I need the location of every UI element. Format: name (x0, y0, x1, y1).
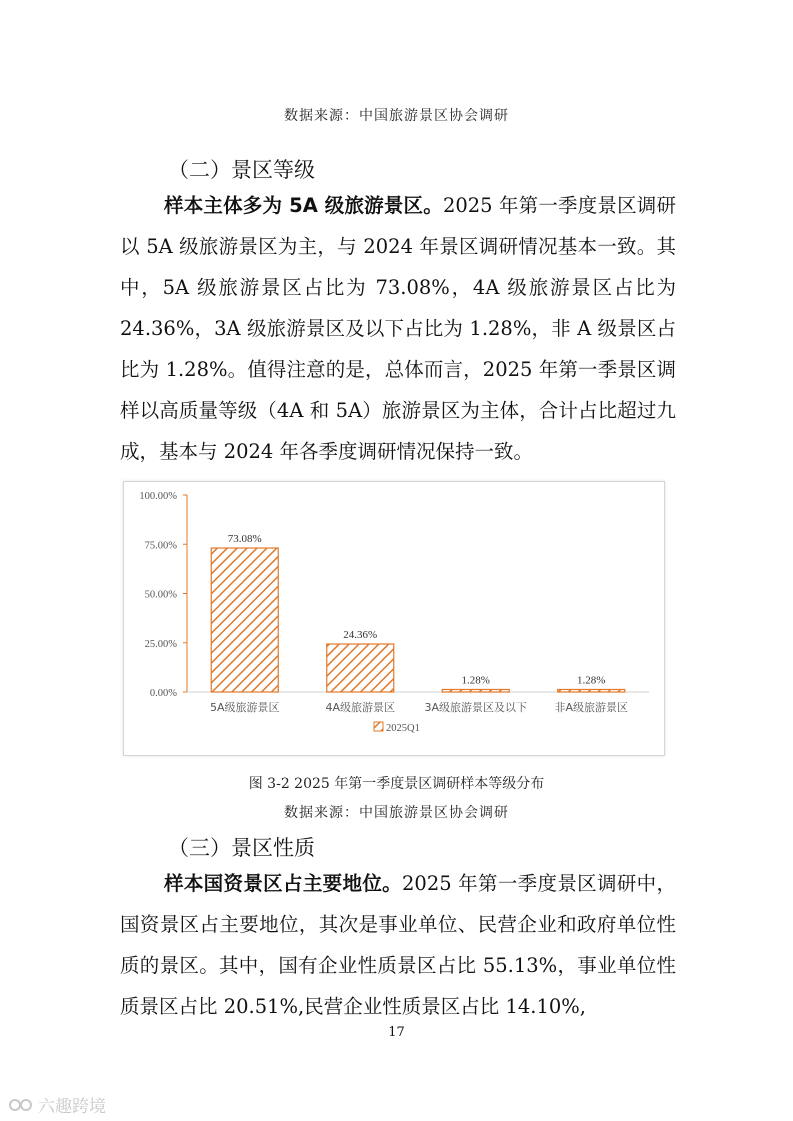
bar (211, 548, 278, 692)
legend-label: 2025Q1 (386, 723, 420, 734)
section2-heading: （二）景区等级 (168, 158, 315, 182)
y-tick-label: 0.00% (149, 688, 177, 699)
y-tick-label: 100.00% (139, 491, 177, 502)
top-data-source: 数据来源：中国旅游景区协会调研 (284, 108, 509, 124)
bar-value-label: 24.36% (343, 629, 378, 642)
chart-container (123, 481, 665, 756)
x-tick-label: 非A级旅游景区 (554, 701, 629, 714)
bar-value-label: 73.08% (227, 533, 262, 546)
grade-distribution-chart (124, 482, 664, 755)
watermark-text: 六趣跨境 (38, 1097, 106, 1117)
legend-swatch (374, 722, 383, 731)
figure-data-source: 数据来源：中国旅游景区协会调研 (284, 805, 509, 821)
x-tick-label: 4A级旅游景区 (325, 701, 396, 714)
y-tick-label: 75.00% (144, 540, 177, 552)
watermark (8, 1092, 106, 1117)
section2-paragraph (120, 185, 676, 472)
section3-paragraph (120, 863, 676, 1027)
page-number: 17 (388, 1025, 405, 1040)
figure-caption: 图 3-2 2025 年第一季度景区调研样本等级分布 (248, 776, 545, 792)
section3-body: 2025 年第一季度景区调研中，国资景区占主要地位，其次是事业单位、民营企业和政府单位性质的景区。其中，国有企业性质景区占比 55.13%，事业单位性质景区占比 20.51%,民营企业性质景区占比 14.10%, (120, 872, 676, 1018)
x-tick-label: 5A级旅游景区 (209, 701, 280, 714)
bar (327, 644, 394, 692)
section2-lead: 样本主体多为 5A 级旅游景区。 (164, 194, 443, 217)
section3-lead: 样本国资景区占主要地位。 (164, 872, 402, 895)
watermark-logo-icon (8, 1096, 34, 1114)
y-tick-label: 25.00% (144, 638, 177, 650)
section3-heading: （三）景区性质 (168, 836, 315, 860)
section2-body: 2025 年第一季度景区调研以 5A 级旅游景区为主，与 2024 年景区调研情况基本一致。其中，5A 级旅游景区占比为 73.08%，4A 级旅游景区占比为 24.36%，3A 级旅游景区及以下占比为 1.28%，非 A 级景区占比为 1.28%。值得注意的是，总体而言，2025 年第一季景区调样以高质量等级（4A 和 5A）旅游景区为主体，合计占比超过九成，基本与 2024 年各季度调研情况保持一致。 (120, 194, 676, 463)
bar (558, 689, 625, 692)
bar-value-label: 1.28% (461, 674, 490, 687)
bar-value-label: 1.28% (577, 674, 606, 687)
x-tick-label: 3A级旅游景区及以下 (424, 701, 528, 714)
bar (442, 689, 509, 692)
y-tick-label: 50.00% (144, 589, 177, 601)
